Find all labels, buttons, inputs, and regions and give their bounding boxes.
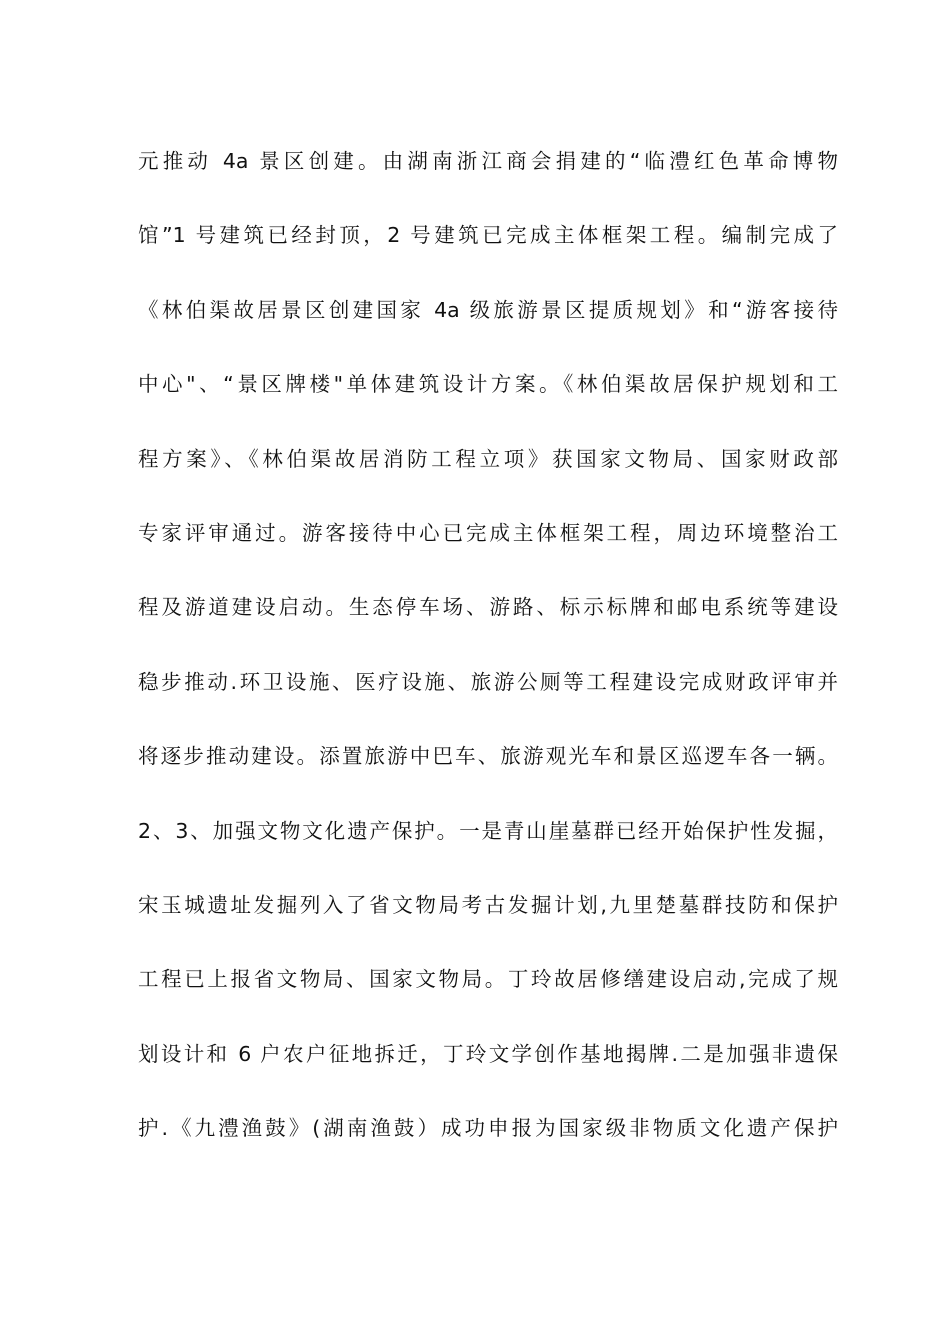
text-line: 程及游道建设启动。生态停车场、游路、标示标牌和邮电系统等建设 <box>138 595 838 620</box>
text-line: 2、3、加强文物文化遗产保护。一是青山崖墓群已经开始保护性发掘， <box>138 818 838 843</box>
text-line: 《林伯渠故居景区创建国家 4a 级旅游景区提质规划》和“游客接待 <box>138 297 838 322</box>
text-line: 馆”1 号建筑已经封顶，2 号建筑已完成主体框架工程。编制完成了 <box>138 223 838 248</box>
text-line: 专家评审通过。游客接待中心已完成主体框架工程，周边环境整治工 <box>138 520 838 545</box>
text-line: 宋玉城遗址发掘列入了省文物局考古发掘计划,九里楚墓群技防和保护 <box>138 892 838 917</box>
body-text <box>138 143 838 1184</box>
text-line: 稳步推动.环卫设施、医疗设施、旅游公厕等工程建设完成财政评审并 <box>138 669 838 694</box>
text-line: 划设计和 6 户农户征地拆迁，丁玲文学创作基地揭牌.二是加强非遗保 <box>138 1041 838 1066</box>
text-line: 护.《九澧渔鼓》(湖南渔鼓）成功申报为国家级非物质文化遗产保护 <box>138 1116 838 1141</box>
text-line: 工程已上报省文物局、国家文物局。丁玲故居修缮建设启动,完成了规 <box>138 967 838 992</box>
text-line: 元推动 4a 景区创建。由湖南浙江商会捐建的“临澧红色革命博物 <box>138 149 838 173</box>
text-line: 将逐步推动建设。添置旅游中巴车、旅游观光车和景区巡逻车各一辆。 <box>138 744 838 769</box>
text-line: 中心"、“景区牌楼"单体建筑设计方案。《林伯渠故居保护规划和工 <box>138 372 838 397</box>
text-line: 程方案》、《林伯渠故居消防工程立项》获国家文物局、国家财政部 <box>138 446 838 471</box>
